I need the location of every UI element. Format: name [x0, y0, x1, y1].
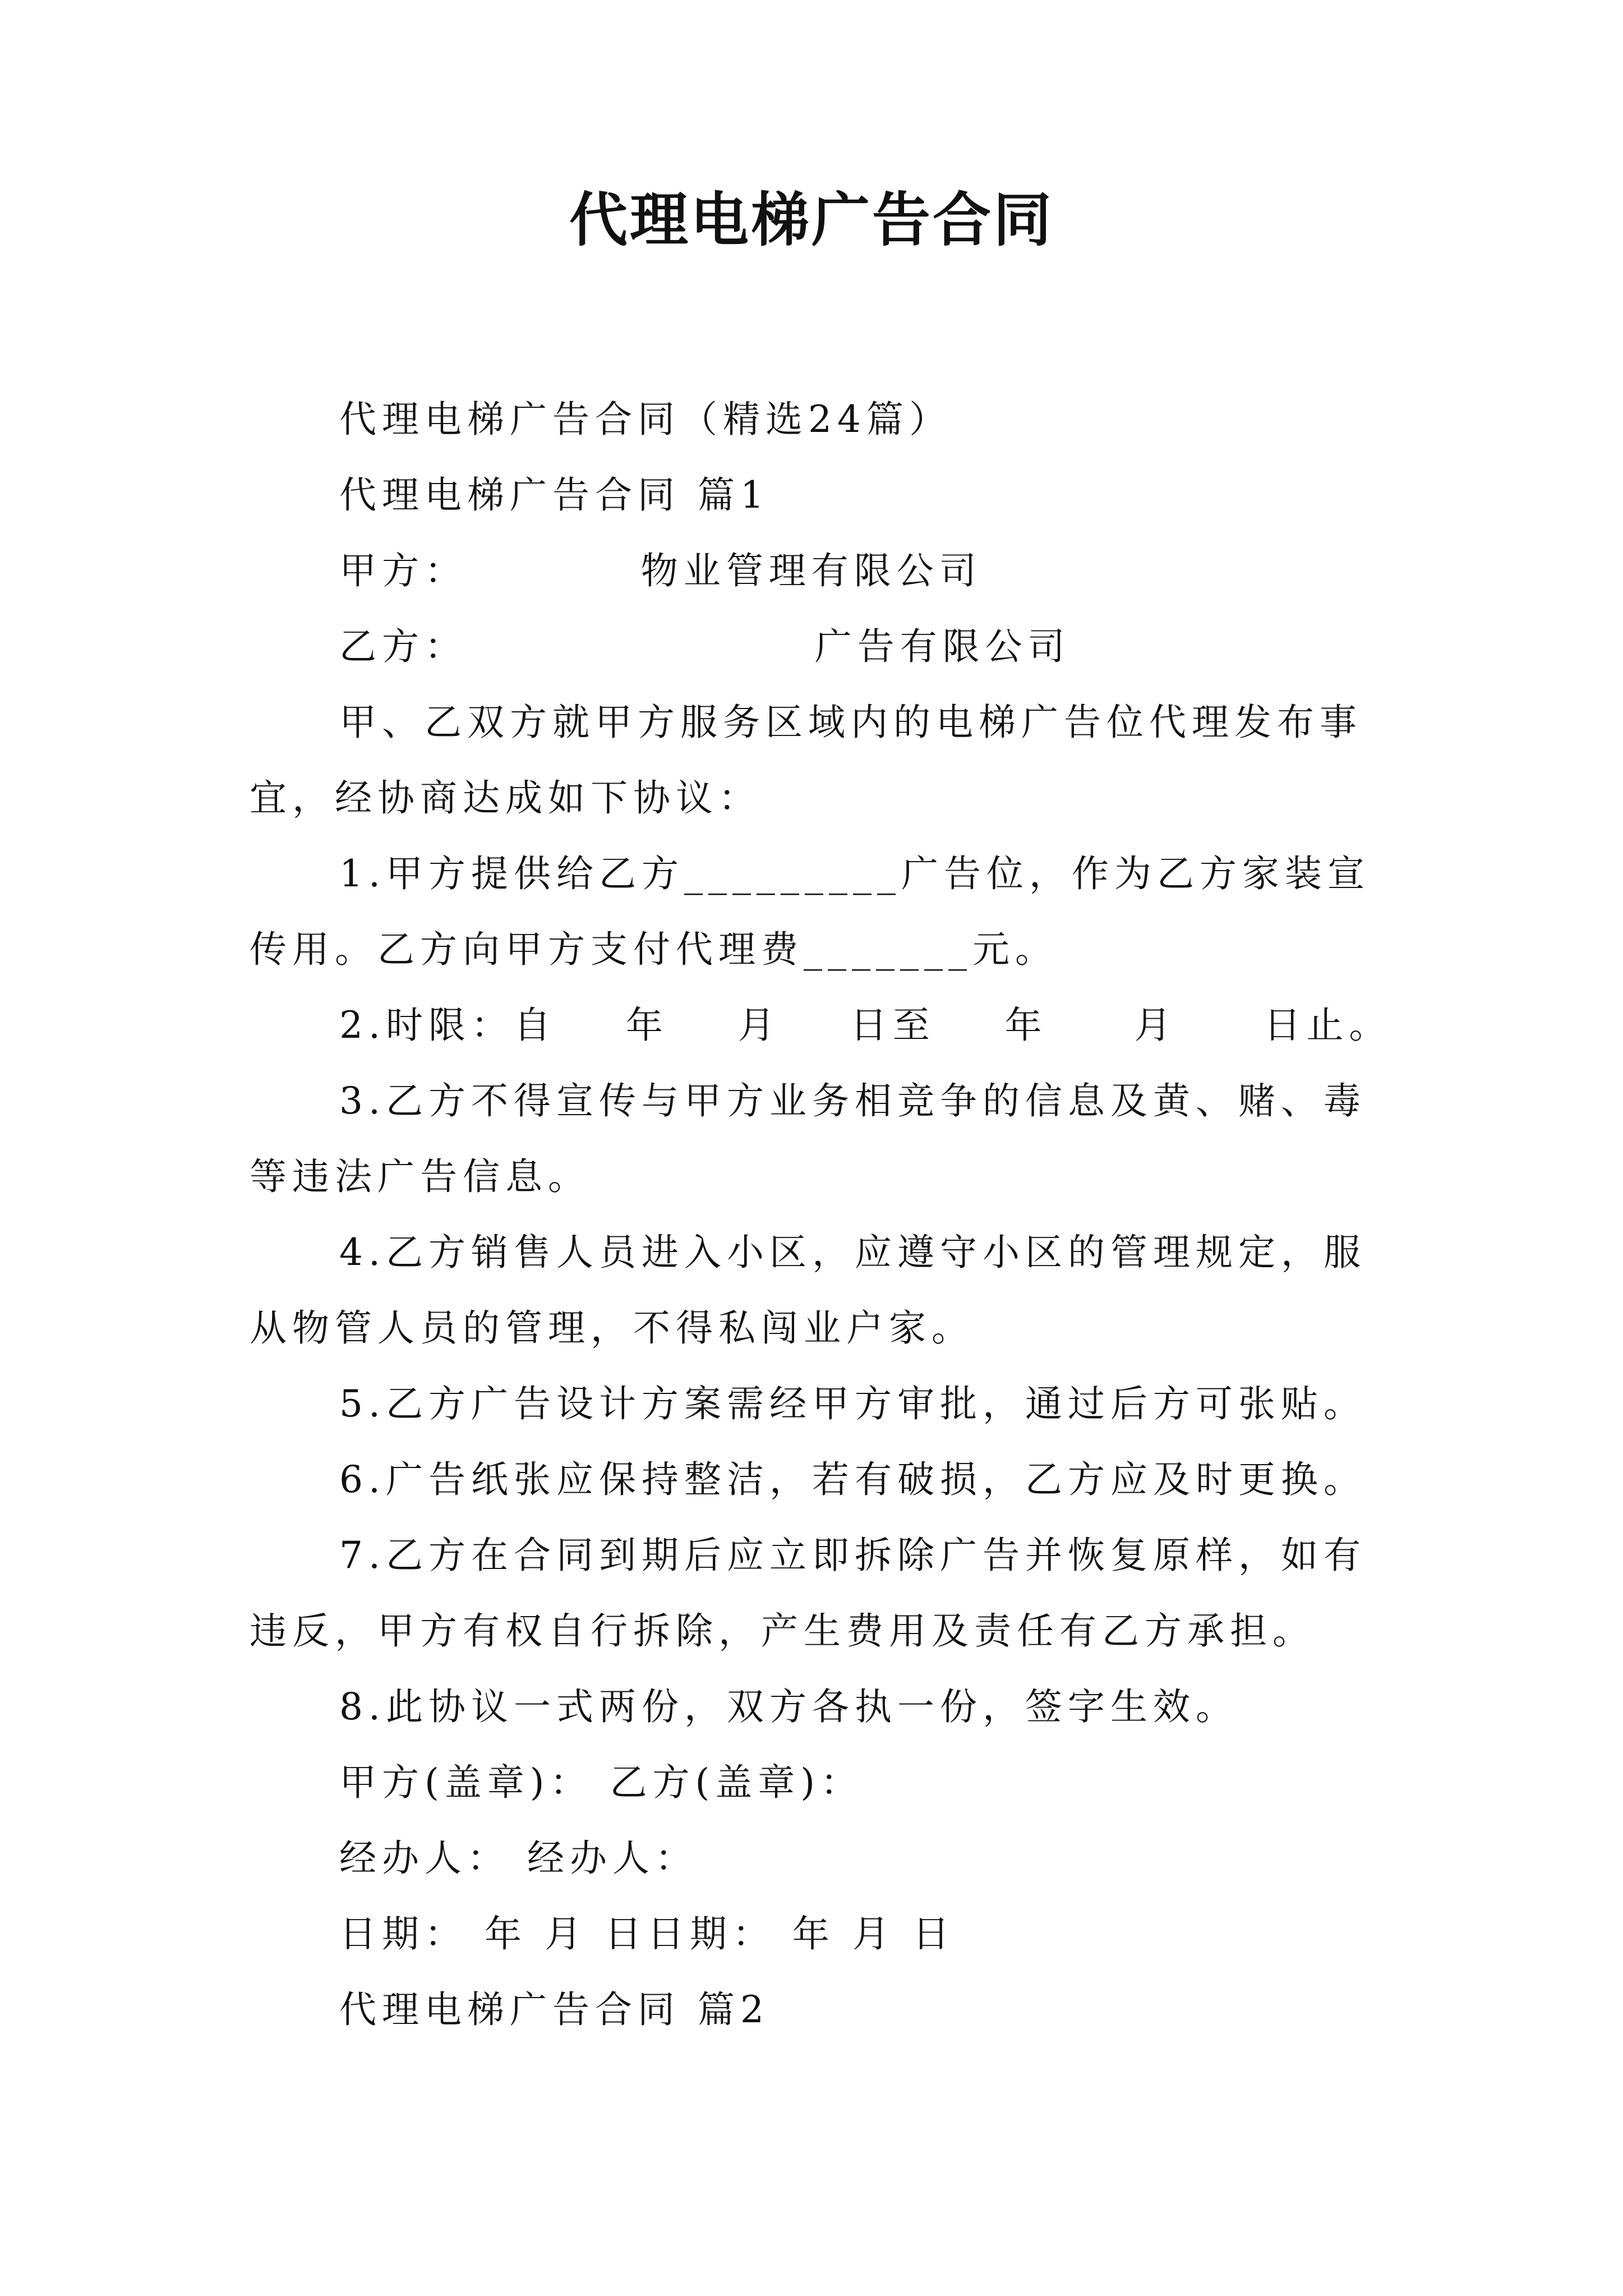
- paragraph-clause-7: 7.乙方在合同到期后应立即拆除广告并恢复原样，如有违反，甲方有权自行拆除，产生费用及责任有乙方承担。: [250, 1534, 1366, 1653]
- paragraph-section-heading-2: 代理电梯广告合同 篇2: [339, 1988, 769, 2031]
- paragraph-party-b: 乙方： 广告有限公司: [339, 625, 1071, 668]
- paragraph-date-line: 日期： 年 月 日日期： 年 月 日: [339, 1912, 955, 1955]
- paragraph-seal-line: 甲方(盖章)： 乙方(盖章)：: [339, 1761, 863, 1804]
- paragraph-clause-3: 3.乙方不得宣传与甲方业务相竞争的信息及黄、赌、毒等违法广告信息。: [250, 1079, 1366, 1198]
- paragraph-party-a: 甲方： 物业管理有限公司: [339, 549, 982, 592]
- document-title: 代理电梯广告合同: [569, 185, 1054, 254]
- document-body: [250, 381, 1392, 2047]
- paragraph-clause-5: 5.乙方广告设计方案需经甲方审批，通过后方可张贴。: [339, 1382, 1366, 1425]
- paragraph-preamble: 甲、乙双方就甲方服务区域内的电梯广告位代理发布事宜，经协商达成如下协议：: [250, 701, 1362, 820]
- paragraph-clause-4: 4.乙方销售人员进入小区，应遵守小区的管理规定，服从物管人员的管理，不得私闯业户家。: [250, 1231, 1366, 1350]
- paragraph-section-heading-1: 代理电梯广告合同 篇1: [339, 473, 769, 517]
- paragraph-clause-2: 2.时限：自 年 月 日至 年 月 日止。: [339, 1004, 1392, 1047]
- paragraph-clause-1: 1.甲方提供给乙方_________广告位，作为乙方家装宣传用。乙方向甲方支付代理费_______元。: [250, 852, 1370, 971]
- paragraph-subtitle: 代理电梯广告合同（精选24篇）: [339, 398, 952, 441]
- paragraph-clause-8: 8.此协议一式两份，双方各执一份，签字生效。: [339, 1685, 1238, 1728]
- paragraph-handler-line: 经办人： 经办人：: [339, 1837, 698, 1880]
- paragraph-clause-6: 6.广告纸张应保持整洁，若有破损，乙方应及时更换。: [339, 1458, 1366, 1501]
